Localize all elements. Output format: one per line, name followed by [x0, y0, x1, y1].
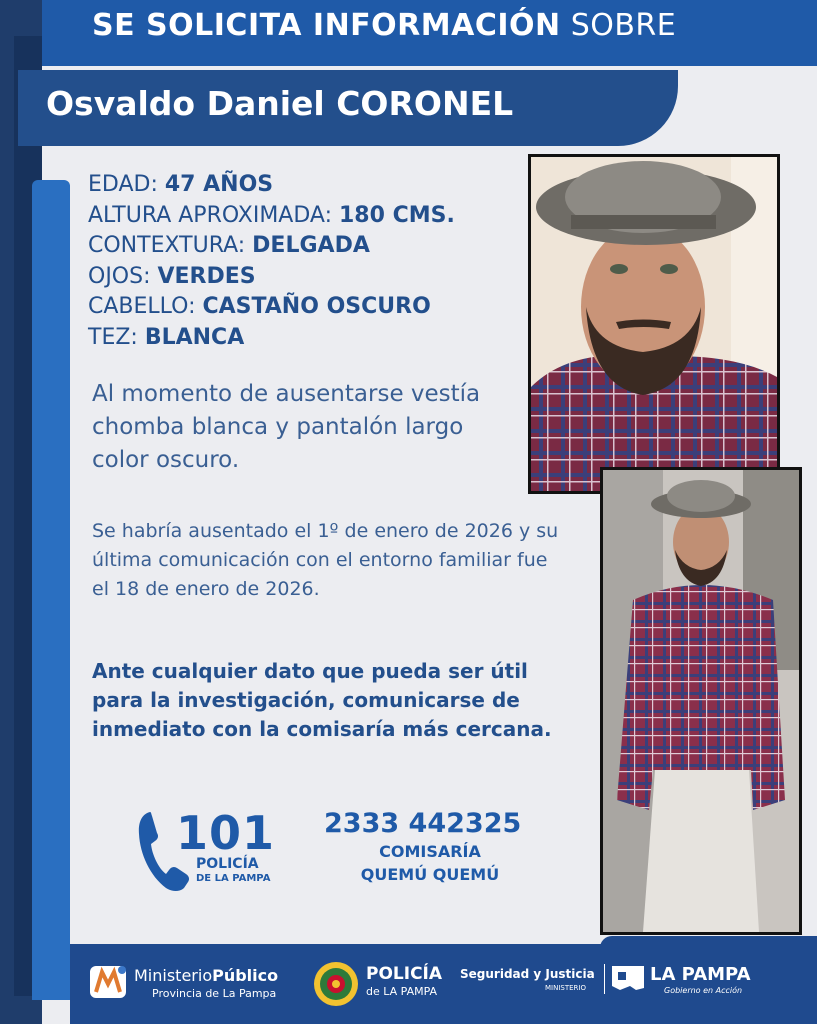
- detail-label: CABELLO:: [88, 294, 203, 319]
- detail-value: 47 AÑOS: [164, 172, 274, 197]
- detail-eyes: [88, 262, 455, 293]
- mp-name: [134, 966, 278, 985]
- left-accent-bar: [32, 180, 70, 1000]
- detail-label: OJOS:: [88, 263, 158, 289]
- province-subtitle: Gobierno en Acción: [664, 986, 743, 995]
- station-phone: 2333 442325: [324, 808, 522, 839]
- emergency-sublabel: DE LA PAMPA: [196, 873, 271, 884]
- detail-label: ALTURA APROXIMADA:: [88, 202, 339, 228]
- banner-title-bold: SE SOLICITA INFORMACIÓN: [92, 8, 561, 43]
- detail-value: BLANCA: [144, 324, 245, 350]
- mp-name-regular: Ministerio: [134, 966, 213, 985]
- details-list: [88, 170, 455, 353]
- detail-skin: [88, 323, 455, 354]
- la-pampa-map-icon: [608, 960, 648, 996]
- province-name: LA PAMPA: [650, 964, 751, 985]
- banner-title: [92, 8, 676, 43]
- station-label: COMISARÍA: [379, 842, 481, 861]
- police-name: POLICÍA: [366, 964, 443, 984]
- police-subtitle: de LA PAMPA: [366, 985, 438, 998]
- detail-value: 180 CMS.: [338, 202, 455, 228]
- mp-name-bold: Público: [212, 966, 279, 985]
- call-to-action: Ante cualquier dato que pueda ser útil para la investigación, comunicarse de inmediato con la comisaría más cercana.: [92, 659, 552, 741]
- clothing-paragraph: Al momento de ausentarse vestía chomba blanca y pantalón largo color oscuro.: [92, 381, 481, 473]
- detail-label: CONTEXTURA:: [88, 233, 253, 258]
- dates-paragraph: Se habría ausentado el 1º de enero de 2026 y su última comunicación con el entorno familiar fue el 18 de enero de 2026.: [92, 520, 559, 600]
- emergency-label: POLICÍA: [196, 856, 259, 872]
- detail-value: VERDES: [157, 263, 256, 289]
- full-body-photo: [600, 467, 802, 935]
- ministry-name: Seguridad y Justicia: [460, 967, 595, 981]
- detail-value: CASTAÑO OSCURO: [202, 294, 431, 319]
- detail-label: TEZ:: [88, 324, 145, 350]
- detail-hair: [88, 292, 455, 323]
- banner-title-light: SOBRE: [570, 8, 677, 43]
- mp-subtitle: Provincia de La Pampa: [152, 987, 277, 1000]
- portrait-photo: [528, 154, 780, 494]
- ministry-subtitle: MINISTERIO: [545, 984, 586, 992]
- station-location: QUEMÚ QUEMÚ: [360, 865, 500, 884]
- person-name: Osvaldo Daniel CORONEL: [46, 84, 514, 123]
- detail-value: DELGADA: [252, 233, 370, 258]
- ministerio-publico-logo: [88, 962, 130, 1002]
- detail-age: [88, 170, 455, 201]
- full-body-image: [603, 470, 799, 932]
- emergency-number: 101: [176, 806, 276, 860]
- detail-build: [88, 231, 455, 262]
- footer-divider: [604, 964, 605, 994]
- detail-height: [88, 201, 455, 232]
- portrait-image: [531, 157, 777, 491]
- detail-label: EDAD:: [88, 172, 165, 197]
- police-badge-icon: [312, 960, 360, 1008]
